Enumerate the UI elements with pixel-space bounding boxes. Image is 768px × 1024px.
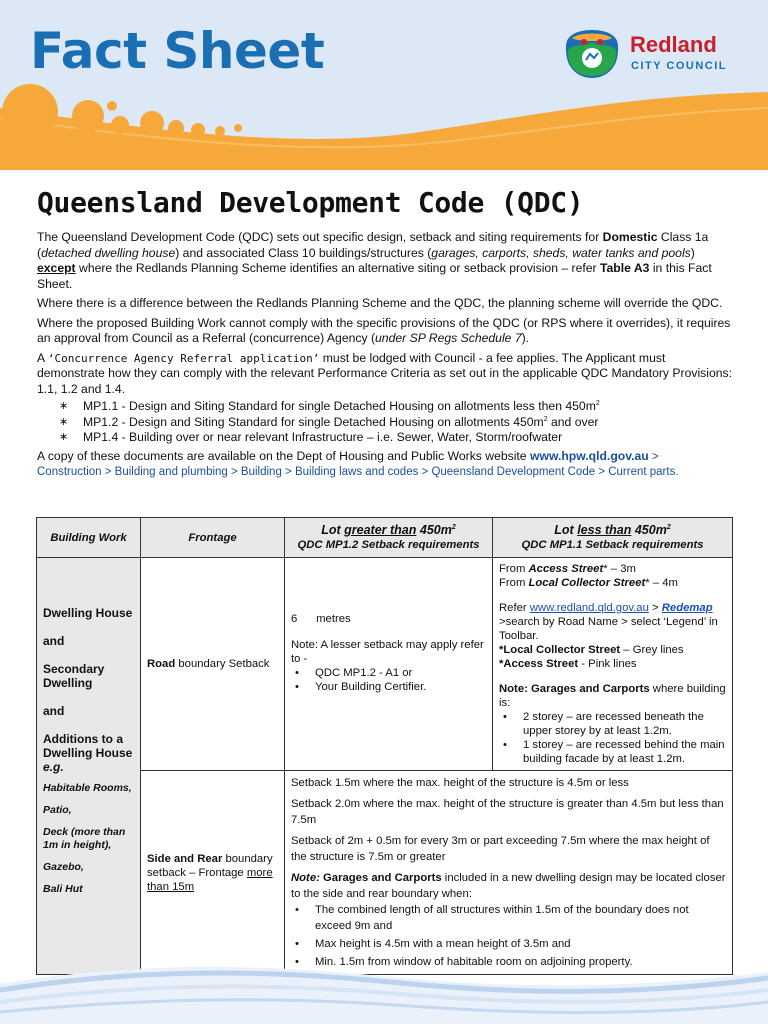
list-item: • Your Building Certifier.: [291, 680, 486, 694]
text-run: A: [37, 350, 48, 365]
text-run: less than: [577, 523, 632, 537]
text-run: Dwelling House: [43, 606, 133, 620]
text-run: 2: [543, 415, 548, 423]
text-run: MP1.4 - Building over or near relevant Infrastructure – i.e. Sewer, Water, Storm/roofwater: [83, 430, 563, 444]
text-run: Class 1a (: [37, 230, 709, 260]
text-run: 2: [451, 524, 456, 532]
breadcrumb[interactable]: Construction > Building and plumbing > Building > Building laws and codes > Queensland Development Code > Current parts.: [37, 466, 679, 478]
text-run: Lot: [554, 523, 578, 537]
text-line: [499, 643, 726, 657]
list-item: • 1 storey – are recessed behind the main building facade by at least 1.2m.: [499, 738, 726, 766]
intro-content: [37, 230, 733, 485]
frontage-side-cell: [141, 771, 285, 975]
text-run: boundary Setback: [175, 658, 270, 670]
text-run: >: [648, 602, 662, 614]
text-run: Note: A lesser setback may apply refer to -: [291, 639, 484, 665]
list-item: [55, 430, 733, 446]
text-run: *Local Collector Street: [499, 644, 621, 656]
table-row-side: [37, 771, 733, 975]
header-building-work: Building Work: [37, 518, 141, 558]
text-run: MP1.1 - Design and Siting Standard for single Detached Housing on allotments less then 450m: [83, 399, 596, 413]
override-paragraph: Where there is a difference between the Redlands Planning Scheme and the QDC, the planning scheme will override the QDC.: [37, 296, 723, 310]
list-item: [55, 415, 733, 431]
logo-name: Redland: [630, 32, 717, 57]
text-run: Note: Garages and Carports: [499, 683, 650, 695]
text-line: [499, 562, 726, 576]
header-banner: [0, 0, 768, 170]
text-run: Side and Rear: [147, 852, 223, 865]
text-run: 450m: [416, 523, 452, 537]
list-item: [55, 399, 733, 415]
text-run: QDC MP1.2 Setback requirements: [297, 539, 480, 551]
text-run: Access Street: [528, 563, 604, 575]
application-paragraph: [37, 351, 733, 398]
garage-recess-list: [499, 710, 726, 766]
text-run: - Pink lines: [578, 658, 637, 670]
council-emblem-icon: [562, 28, 624, 80]
text-line: [499, 682, 726, 710]
text-run: in this Fact Sheet.: [37, 261, 712, 291]
text-run: greater than: [344, 523, 417, 537]
header-lot-less: [493, 518, 733, 558]
text-run: and over: [547, 414, 599, 429]
text-run: Additions to a Dwelling House: [43, 732, 133, 760]
text-run: Road: [147, 658, 176, 670]
text-run: Note:: [291, 872, 320, 884]
text-run: From: [499, 577, 529, 589]
greater-road-cell: [285, 558, 493, 771]
logo-subtitle: CITY COUNCIL: [631, 60, 728, 72]
frontage-road-cell: [141, 558, 285, 771]
list-item: • 2 storey – are recessed beneath the upper storey by at least 1.2m.: [499, 710, 726, 738]
redland-logo: [562, 28, 742, 80]
text-run: The Queensland Development Code (QDC) sets out specific design, setback and siting requirements for: [37, 230, 603, 244]
side-setback-cell: [285, 771, 733, 975]
text-run: A copy of these documents are available on the Dept of Housing and Public Works website: [37, 448, 530, 463]
text-run: ): [690, 245, 695, 260]
website-paragraph: [37, 449, 733, 466]
text-run: except: [37, 261, 76, 275]
fact-sheet-title: Fact Sheet: [30, 22, 325, 80]
list-item: • The combined length of all structures within 1.5m of the boundary does not exceed 9m and: [291, 902, 726, 934]
text-run: 2: [595, 399, 600, 407]
text-run: detached dwelling house: [41, 245, 176, 260]
text-run: and: [43, 634, 65, 648]
text-line: [499, 601, 726, 615]
text-run: 2: [666, 524, 671, 532]
document-title: Queensland Development Code (QDC): [37, 186, 584, 219]
text-run: under SP Regs Schedule 7: [375, 331, 522, 345]
list-item: • Min. 1.5m from window of habitable room on adjoining property.: [291, 954, 726, 970]
text-run: Domestic: [602, 230, 658, 244]
table-header-row: [37, 518, 733, 558]
intro-paragraph: [37, 230, 733, 292]
text-run: – Grey lines: [620, 644, 684, 656]
table-row-road: [37, 558, 733, 771]
text-run: QDC MP1.1 Setback requirements: [521, 539, 704, 551]
text-run: * – 4m: [645, 577, 678, 589]
list-item: • QDC MP1.2 - A1 or: [291, 666, 486, 680]
text-run: Gazebo,: [43, 861, 84, 873]
less-road-cell: [493, 558, 733, 771]
text-run: ‘Concurrence Agency Referral application’: [47, 351, 320, 365]
text-run: must be lodged with Council - a fee applies. The Applicant must demonstrate how they can comply with the relevant Performance Criteria as set out in the applicable QDC Mandatory Provisions: 1.1, 1.2 and 1.4.: [37, 350, 733, 396]
text-run: * – 3m: [603, 563, 636, 575]
text-run: boundary setback – Frontage: [147, 852, 273, 879]
text-run: Garages and Carports: [319, 872, 442, 884]
text-run: Bali Hut: [43, 883, 83, 895]
text-run: >: [648, 450, 659, 463]
building-work-cell: [37, 558, 141, 975]
text-run: garages, carports, sheds, water tanks and pools: [431, 245, 691, 260]
text-run: Habitable Rooms,: [43, 782, 132, 794]
text-run: included in a new dwelling design may be located closer to the side and rear boundary when:: [291, 872, 726, 900]
text-run: From: [499, 563, 529, 575]
text-run: Secondary Dwelling: [43, 662, 105, 690]
header-lot-greater: [285, 518, 493, 558]
hpw-website-link[interactable]: www.hpw.qld.gov.au: [529, 448, 649, 463]
text-run: and: [43, 704, 65, 718]
text-run: Lot: [321, 523, 345, 537]
text-run: metres: [316, 613, 351, 625]
text-run: ) and associated Class 10 buildings/structures (: [175, 245, 432, 260]
text-line: [291, 870, 726, 902]
text-run: Table A3: [599, 261, 650, 275]
header-frontage: Frontage: [141, 518, 285, 558]
text-run: more than 15m: [147, 866, 273, 893]
text-run: where the Redlands Planning Scheme identifies an alternative siting or setback provision – refer: [75, 261, 600, 275]
greater-road-list: [291, 666, 486, 694]
text-run: 450m: [631, 523, 667, 537]
text-run: Where the proposed Building Work cannot comply with the specific provisions of the QDC (or RPS where it overrides), it requires an approval from Council as a Referral (concurrence) Agency (: [37, 315, 731, 345]
text-run: >search by Road Name > select ‘Legend’ in Toolbar.: [499, 616, 718, 642]
text-run: Setback 1.5m where the max. height of the structure is 4.5m or less: [291, 777, 629, 789]
footer-wave-decoration: [0, 954, 768, 1024]
text-run: Setback 2.0m where the max. height of the structure is greater than 4.5m but less than 7.5m: [291, 798, 724, 826]
setback-value: [291, 612, 486, 626]
text-line: [499, 576, 726, 590]
text-run: e.g.: [43, 760, 64, 774]
text-run: Deck (more than 1m in height),: [43, 826, 126, 851]
text-run: ).: [521, 331, 530, 345]
list-item: • Max height is 4.5m with a mean height of 3.5m and: [291, 936, 726, 952]
text-run: Refer: [499, 602, 530, 614]
mandatory-provisions-list: [55, 399, 733, 446]
setback-table: [36, 517, 733, 975]
text-run: Local Collector Street: [528, 577, 646, 589]
text-run: where building is:: [499, 683, 726, 709]
text-run: *Access Street: [499, 658, 579, 670]
referral-paragraph: [37, 316, 733, 347]
text-run: Patio,: [43, 804, 72, 816]
redland-website-link[interactable]: www.redland.qld.gov.au: [529, 602, 649, 614]
text-run: Setback of 2m + 0.5m for every 3m or part exceeding 7.5m where the max height of the structure is 7.5m or greater: [291, 835, 710, 863]
text-line: [499, 657, 726, 671]
text-run: MP1.2 - Design and Siting Standard for single Detached Housing on allotments 450m: [83, 414, 544, 429]
redemap-link[interactable]: Redemap: [661, 602, 713, 614]
text-run: 6: [291, 613, 298, 625]
